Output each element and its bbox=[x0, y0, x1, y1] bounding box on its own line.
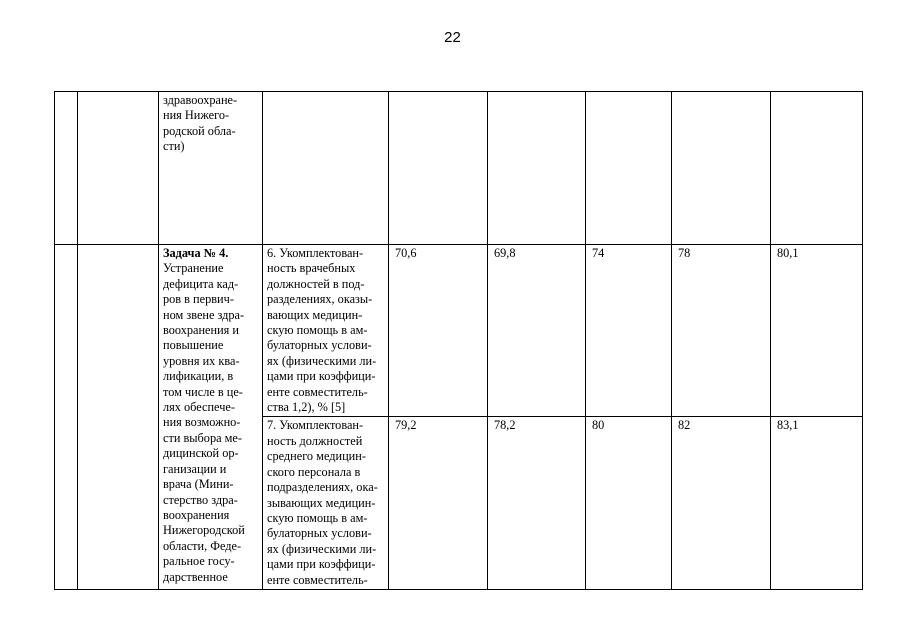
page-number: 22 bbox=[444, 29, 461, 46]
task-title: Задача № 4. bbox=[163, 246, 229, 260]
cell-value: 79,2 bbox=[389, 417, 488, 589]
cell-number bbox=[55, 245, 78, 590]
cell-value bbox=[389, 92, 488, 245]
cell-value: 78,2 bbox=[488, 417, 586, 589]
task-description: Устранение дефицита кад- ров в первич- ном звене здра- воохранения и повышение уровня их ква- лификации, в том числе в це- лях обеспече- ния возможно- сти выбора ме- дицинской ор- ганизации и врача (Мини- стерство здра- воохранения Нижегородской области, Феде- ральное госу- дарственное bbox=[163, 261, 245, 584]
cell-value: 83,1 bbox=[771, 417, 863, 589]
cell-value: 78 bbox=[672, 245, 771, 417]
cell-value: 80 bbox=[586, 417, 672, 589]
cell-goal bbox=[78, 92, 159, 245]
cell-number bbox=[55, 92, 78, 245]
cell-value bbox=[488, 92, 586, 245]
cell-value: 82 bbox=[672, 417, 771, 589]
table-row-indicator-6 bbox=[55, 245, 863, 417]
cell-goal bbox=[78, 245, 159, 590]
cell-value: 74 bbox=[586, 245, 672, 417]
cell-value bbox=[586, 92, 672, 245]
cell-task-continuation: здравоохране- ния Нижего- родской обла- сти) bbox=[159, 92, 263, 245]
cell-value: 80,1 bbox=[771, 245, 863, 417]
cell-value bbox=[672, 92, 771, 245]
table-row-continuation bbox=[55, 92, 863, 245]
cell-value: 70,6 bbox=[389, 245, 488, 417]
cell-value bbox=[771, 92, 863, 245]
cell-indicator: 7. Укомплектован- ность должностей среднего медицин- ского персонала в подразделениях, ока- зывающих медицин- скую помощь в ам- булаторных услови- ях (физическими ли- цами при коэффици- енте совместитель- bbox=[263, 417, 389, 589]
cell-indicator bbox=[263, 92, 389, 245]
cell-value: 69,8 bbox=[488, 245, 586, 417]
cell-indicator: 6. Укомплектован- ность врачебных должностей в под- разделениях, оказы- вающих медицин- скую помощь в ам- булаторных услови- ях (физическими ли- цами при коэффици- енте совместитель- ства 1,2), % [5] bbox=[263, 245, 389, 417]
indicators-table bbox=[54, 91, 863, 590]
cell-task bbox=[159, 245, 263, 590]
